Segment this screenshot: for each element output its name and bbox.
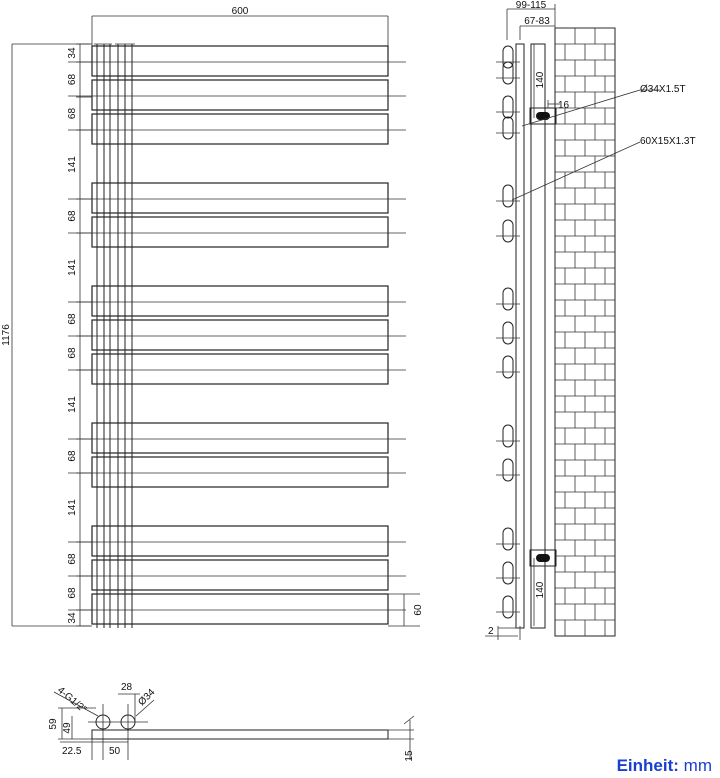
bar-profile (503, 528, 513, 550)
spacing-dimension-label: 68 (67, 553, 78, 565)
front-view (1, 6, 424, 628)
bar-profile (503, 596, 513, 618)
thickness-15-dimension: 15 (404, 750, 415, 762)
radiator-bar (92, 354, 388, 384)
spacing-dimension-label: 68 (67, 210, 78, 222)
gap-dimension: 2 (488, 626, 494, 637)
side-view (485, 0, 696, 640)
spacing-ticks (76, 44, 92, 626)
unit-label: Einheit: mm (616, 756, 712, 775)
radiator-bar (92, 183, 388, 213)
height-49-dimension: 49 (62, 722, 73, 734)
lower-bracket-dimension: 140 (535, 581, 546, 599)
bar-profile (503, 220, 513, 242)
bar-profile (503, 62, 513, 84)
radiator-bar (92, 80, 388, 110)
spacing-dimension-label: 68 (67, 587, 78, 599)
spacing-dimension-label: 68 (67, 347, 78, 359)
bar-profile (503, 46, 513, 68)
bar-profile (503, 117, 513, 139)
bar-profile (503, 562, 513, 584)
bar-profile (503, 322, 513, 344)
spacing-dimension-label: 141 (67, 259, 78, 276)
bar-spec-label: 60X15X1.3T (640, 136, 696, 147)
spacing-labels (67, 47, 78, 624)
radiator-bar (92, 423, 388, 453)
spacing-dimension-label: 68 (67, 450, 78, 462)
upper-bracket-dimension: 140 (535, 71, 546, 89)
radiator-bar (92, 320, 388, 350)
height-59-dimension: 59 (48, 718, 59, 730)
bar-profile (503, 425, 513, 447)
spacing-dimension-label: 68 (67, 107, 78, 120)
pipe-spacing-dimension: 28 (121, 682, 133, 693)
bar-profile (503, 185, 513, 207)
bar-profile (503, 459, 513, 481)
brick-wall (555, 28, 615, 636)
radiator-bar (92, 217, 388, 247)
depth-dimension-outer: 99-115 (515, 0, 547, 11)
thread-spec-label: 4-G1/2" (55, 684, 89, 716)
offset-50-dimension: 50 (109, 746, 121, 757)
spacing-dimension-label: 34 (67, 47, 78, 59)
radiator-bar (92, 457, 388, 487)
spacing-dimension-label: 68 (67, 73, 78, 86)
spacing-dimension-label: 68 (67, 313, 78, 325)
upper-wall-bracket (530, 44, 570, 124)
bottom-offset-dimension: 60 (413, 604, 424, 616)
radiator-bars (68, 44, 406, 628)
radiator-bar (92, 526, 388, 556)
radiator-bar (92, 594, 388, 624)
bar-profile (503, 288, 513, 310)
spacing-dimension-label: 34 (67, 612, 78, 624)
lower-wall-bracket (530, 550, 556, 626)
radiator-bar (92, 114, 388, 144)
radiator-bar (92, 286, 388, 316)
radiator-bar (92, 46, 388, 76)
radiator-bar (92, 560, 388, 590)
pipe-diameter-dimension: Ø34 (136, 686, 158, 709)
height-dimension: 1176 (1, 324, 12, 346)
pipe-spec-label: Ø34X1.5T (640, 84, 686, 95)
bar-profile (503, 96, 513, 118)
offset-22-5-dimension: 22.5 (62, 746, 82, 757)
bottom-view (48, 682, 415, 762)
spacing-dimension-label: 141 (67, 499, 78, 516)
bracket-dimension: 16 (558, 100, 570, 111)
spacing-dimension-label: 141 (67, 396, 78, 413)
depth-dimension-inner: 67-83 (524, 16, 550, 27)
bar-profile (503, 356, 513, 378)
width-dimension: 600 (231, 6, 249, 17)
spacing-dimension-label: 141 (67, 156, 78, 173)
